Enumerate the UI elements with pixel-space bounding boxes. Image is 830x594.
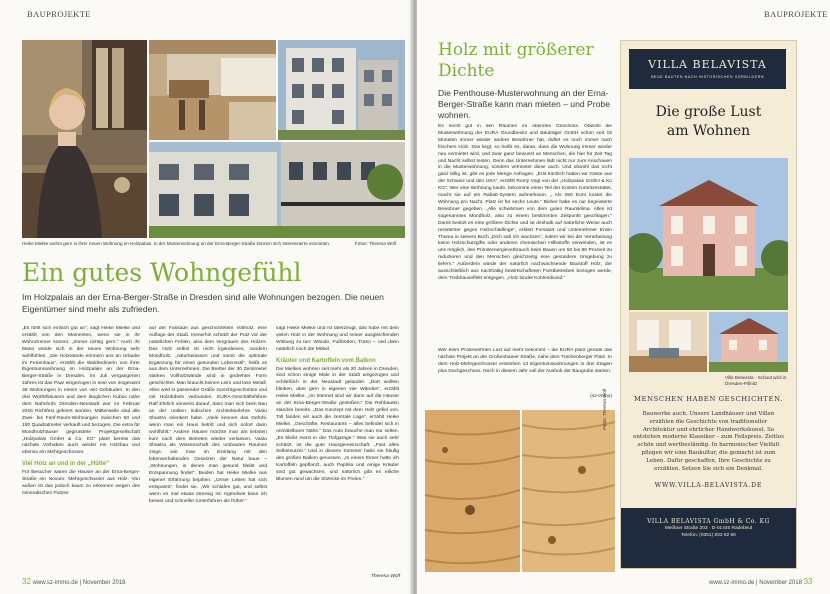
footer-text: www.sz-immo.de | November 2018 xyxy=(709,580,802,586)
ad-url[interactable]: WWW.VILLA-BELAVISTA.DE xyxy=(654,482,763,489)
photo-courtyard-illustration xyxy=(149,142,405,238)
column-1-subheading: Viel Holz an und in der „Hütte“ xyxy=(22,461,110,468)
column-body: Es riecht gut in den Räumen im obersten Geschoss. Obwohl die Musterwohnung der EURA Grundbesitz und Bauträger GmbH schon seit 15 Monaten immer wieder andere Bewohner hat, duftet es noch immer nach frischem Holz. Das liegt, so heißt es, daran, dass die Wohnung immer wieder neu vermietet wird, und zwar ganz bewusst an Menschen, die hier für Zeit Tag und Nacht selbst testen. Denn das Unternehmen lädt nicht nur zum Anschauen in die Musterwohnung, sondern vermietet diese auch. Und obwohl das nicht ganz billig ist, gibt es jede Menge Anfragen. „Erst kürzlich hatten wir Gäste aus der Schweiz und den USA“, erzählt Romy Vogt von der „Holzpalais GmbH & Ko KG“. Wer eine Wohnung kaufe, bekomme einen Teil der Kosten zurückerstattet, macht sie auf ein Rabatt-System aufmerksam. „ Als 250 Euro kostet die Wohnung pro Nacht. Platz ist für sechs Leute.“ Bisher habe es nur begeisterte Bewohner gegeben. „Alle schwärmen von dem guten Raumklima. Alles ist sogenanntes Mondholz, also zu einem bestimmten Zeitpunkt geschlagen.“ Damit besitzt es eine größere Dichte und ist deshalb auf natürliche Weise auch resistenter gegen Holzschädlinge“, erklärt Forstwirt und Unternehmer Erwin Thoma in seinem Buch „Dich sah ich wachsen“, indem wir bei der Verarbeitung keine Holzschutzgifte oder anderen chemischen Hilfsstoffe verwenden, ist es uns möglich, den Primärenergieverbrauch beim Bauen um 50 bis 80 Prozent zu reduzieren und den Menschen gleichzeitig eine gesündere Umgebung zu liefern.“ Außerdem würde der natürlich nachwachsende Baustoff Holz, der ausschließlich aus nachhaltig bewirtschafteten Forstbetrieben bezogen werde, dem Treibhauseffekt entgegen. „Holz bindet Kohlendioxid.“ xyxy=(438,124,612,281)
author: Theresa Wolf xyxy=(370,574,400,579)
ad-title-line-2: am Wohnen xyxy=(666,123,751,139)
lead-paragraph: Die Penthouse-Musterwohnung an der Erna-Berger-Straße kann man mieten – und Probe wohnen. xyxy=(438,88,610,120)
footer-text: www.sz-immo.de | November 2018 xyxy=(32,580,126,586)
right-page xyxy=(417,0,830,594)
column-3-intro: sagt Heike Mielke und ist überzeugt, das habe mit dem vielen Holz in der Wohnung und seiner ausgleichenden Wirkung zu tun: Wände, Fußböden, Türen – und dann natürlich noch die Möbel. xyxy=(276,326,399,352)
page-number: 33 xyxy=(803,577,813,586)
page-footer xyxy=(709,577,813,586)
photo-facade xyxy=(278,40,405,140)
advertisement xyxy=(620,40,797,569)
ad-title-line-1: Die große Lust xyxy=(655,104,762,120)
ad-brand: VILLA BELAVISTA xyxy=(648,58,767,71)
ad-photo-house xyxy=(709,312,788,372)
running-head: BAUPROJEKTE xyxy=(27,9,91,19)
ad-footer xyxy=(621,508,796,568)
photo-credit: Fotos: Theresa Wolf xyxy=(602,388,607,430)
column-2-body: auf der Fassade aus geschichtetem Vollholz, eine Auflage der Stadt. Immerhin schützt der Putz vor der natürlichen Fehlen, also dem Vergrauen des Holzes. Das Holz selbst ist nicht irgendeines, sondern Mondholz, „naturbelassen und somit die optimale Ergänzung für einen gesunden Lebensstil“, heißt es aus dem Unternehmen. Die Bretter der 30 Zentimeter starken Vollholzwände sind in gedrehter Form geschichtet. Man braucht keinen Leim und kein Metall. Alles wird in passender Größe zurechtgeschnitten und mit Holzdübeln verbunden. EURA-Geschäftsführer Ralf Ehrlich verweist darauf, dass man sich beim Bau an der uralten indischen Architekturlehre Vastu Shastra orientiert habe. „Viele kennen das Gefühl, wenn man ein Haus betritt und sich sofort darin wohlfühlt.“ Andere Häuser möchte man am liebsten kurz nach dem Betreten wieder verlassen. Vastu Shastra als Wissenschaft des umbauten Raumes zeige, wie man im Einklang mit den lebenserhaltenden Gesetzen der Natur baue – „Wohnungen, in denen man gesund bleibt und Entspannung findet“. Beiden hat Heike Mielke aus eigener Erfahrung bejahen. „Unser Leben hat sich entspannt“, findet sie. „Wir schlafen gut, und selbst wenn es mal etwas stressig ist: Irgendwie kann ich besser und schneller runterfahren als früher.“ xyxy=(149,326,267,504)
ad-subtitle: MENSCHEN HABEN GESCHICHTEN. xyxy=(634,395,783,403)
ad-photo-interior xyxy=(629,312,707,372)
photo-credit: Fotos: Theresa Wolf xyxy=(355,241,397,246)
running-head: BAUPROJEKTE xyxy=(764,9,828,19)
ad-photo-interior-illustration xyxy=(629,312,707,372)
lead-paragraph: Im Holzpalais an der Erna-Berger-Straße in Dresden sind alle Wohnungen bezogen. Die neuen Eigentümer sind mehr als zufrieden. xyxy=(22,292,384,314)
left-page xyxy=(0,0,413,594)
ad-title xyxy=(621,103,796,141)
photo-caption: Heike Mielke wohnt gern in ihrer neuen Wohnung im Holzpalais. In der Musterwohnung an der Erna-Berger-Straße können sich Interessierte einmieten. xyxy=(22,241,331,246)
column-body-end: Wer beim Probewohnen Lust auf mehr bekommt – die EURA plant gerade das nächste Projekt an der Großenhainer Straße, nahe dem Trachenberger Platz. In dem Holz-Mehrgeschosser entstehen 13 Eigentumswohnungen in drei Etagen plus Dachgeschoss. Noch in diesem Jahr soll der Aushub der Baugrube starten. xyxy=(438,348,612,374)
ad-phone: Telefon: (0351) 833 82 56 xyxy=(681,533,736,538)
ad-photo-caption: Villa Belavista · Schaut wird in Dresden-Pillnitz xyxy=(725,375,787,386)
page-footer xyxy=(22,577,126,586)
photo-kitchen xyxy=(149,40,276,140)
page-number: 32 xyxy=(22,577,31,586)
article-column xyxy=(438,124,612,342)
ad-photo-villa-illustration xyxy=(629,158,788,310)
photo-kitchen-illustration xyxy=(149,40,276,140)
photo-wood-2-illustration xyxy=(522,410,615,572)
ad-body: Bauwerke auch. Unsere Landhäuser und Villen erzählen die Geschichte von traditioneller Architektur und ehrlicher Handwerkskunst. So entstehen moderne Klassiker – zum Feilspreis. Zeitlos schön und wertbeständig. In harmonischer Vielfalt pflegen wir eine Baukultur, die gemacht ist zum Leben. Dafür geschaffen, Ihre Geschichte zu erzählen. Setzen Sie sich ein Denkmal. xyxy=(633,411,784,472)
article-column-3 xyxy=(276,326,399,572)
column-3-subheading: Kräuter und Kartoffeln vom Balkon xyxy=(276,357,376,364)
headline: Holz mit größerer Dichte xyxy=(438,40,594,81)
photo-wood-2 xyxy=(522,410,615,572)
ad-photo-villa xyxy=(629,158,788,310)
column-1-body-end: Für Besucher waren die Häuser an der Erna-Berger-Straße ein Novum: Mehrgeschosser aus Holz. Von außen ist das jedoch kaum zu erkennen wegen des mineralischen Putzes xyxy=(22,470,140,496)
ad-tagline: NEUE BAUTEN NACH HISTORISCHEN VORBILDERN xyxy=(650,75,765,79)
article-column-1 xyxy=(22,326,140,572)
author: (sz-immo) xyxy=(590,394,612,399)
photo-wood-1 xyxy=(425,410,520,572)
photo-resident-illustration xyxy=(22,40,147,238)
column-1-body: „Es fühlt sich einfach gut an“, sagt Heike Mielke und erzählt von den Momenten, wenn sie in ihr Wohnzimmer kommt. „Immer richtig gern.“ Auch ihr Mann würde sich in der neuen Wohnung sehr wohlfühlen. „Die Holzwände erinnern uns an Urlaube im Ferienhaus“, erzählt die Waldredinerin von ihrer Eigentumswohnung im Holzpalais an der Erna-Berger-Straße in Dresden. Im Juli vergangenen Jahres ist das Paar eingezogen in eine von insgesamt 36 Wohnungen in einem von vier Gebäuden. In den drei Würfelhäusern und dem länglichen Kubus nahe dem Bahnhofs Dresden-Neustadt war im Februar 2016 Richtfest gefeiert worden. Mittlerweile sind alle Zwei- bis Fünf-Raum-Wohnungen zwischen 50 und 150 Quadratmeter verkauft und bezogen. Die extra für Mondholzhäuser gegründete Projektgesellschaft „Holzpalais GmbH & Co. KG“ plant bereits das nächste Vorhaben auch wieder ein Holzbau und ebenso ein Mehrgeschosser. xyxy=(22,326,140,456)
column-3-body: Die Mielkes wohnen seit mehr als 20 Jahren in Dresden, sind schon einige Male in der Stadt umgezogen und schließlich in der Neustadt gelandet. „Dort wollten bleiben, aber gern in eigenen vier Wänden“, erzählt Heike Mielke. „Im Internet sind wir dann auf die Häuser an der Erna-Berger-Straße gestoßen.“ Die Rohbauten standen bereits. „Das Konzept mit dem Holz gefiel uns. Toll fanden wir auch die zentrale Lage“, erzählt Heike Mielke. „Geschäfte, Restaurants – alles befindet sich in unmittelbarer Nähe.“ Das Auto brauche man nur selten. „Es bleibt meist in der Tiefgarage.“ Was sie auch sehr schätzt, ist die gute Hausgemeinschaft. „Fast alles Selbstnutzer.“ Und in diesem Sommer habe sie häufig den großen Balkon genossen. „In einem Eimer hatte ich Kartoffeln gepflanzt, auch Paprika und einige Kräuter sind gut gewachsen, und natürlich gibt es etliche Blumen rund um die Sitzecke im Freien.“ xyxy=(276,366,399,483)
ad-address: Meißner Straße 203 · D-01445 Radebeul xyxy=(664,526,753,531)
photo-facade-illustration xyxy=(278,40,405,140)
photo-courtyard xyxy=(149,142,405,238)
article-column-2 xyxy=(149,326,267,572)
photo-wood-1-illustration xyxy=(425,410,520,572)
ad-photo-house-illustration xyxy=(709,312,788,372)
ad-logo xyxy=(629,49,786,89)
ad-company: VILLA BELAVISTA GmbH & Co. KG xyxy=(647,518,770,525)
headline: Ein gutes Wohngefühl xyxy=(22,258,302,287)
photo-resident xyxy=(22,40,147,238)
article-column-end xyxy=(438,348,612,398)
